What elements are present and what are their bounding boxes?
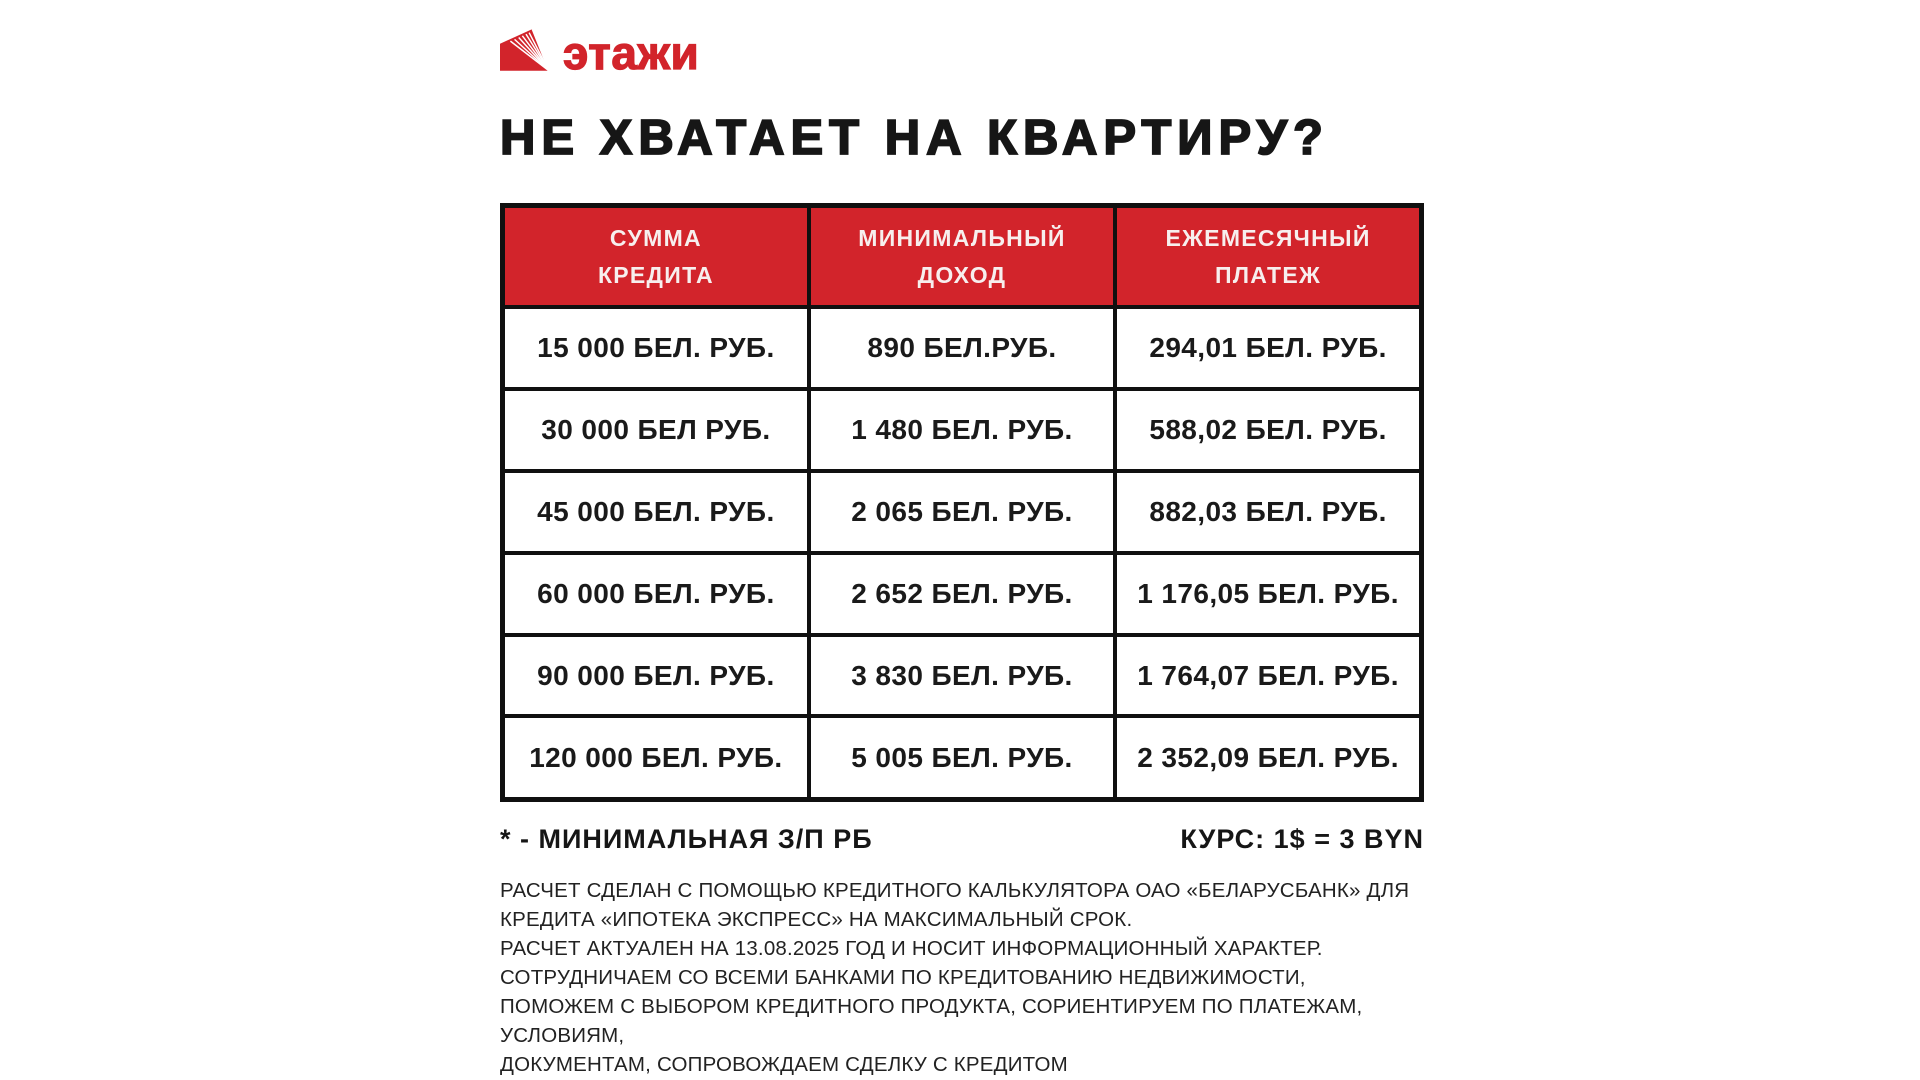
cell-monthly-payment: 1 176,05 БЕЛ. РУБ. <box>1115 553 1421 635</box>
disclaimer-line: РАСЧЕТ АКТУАЛЕН НА 13.08.2025 ГОД И НОСИТ ИНФОРМАЦИОННЫЙ ХАРАКТЕР. <box>500 937 1323 960</box>
cell-min-income: 2 652 БЕЛ. РУБ. <box>809 553 1115 635</box>
column-header-min-income <box>809 206 1115 308</box>
header-line: КРЕДИТА <box>597 261 714 288</box>
cell-credit-sum: 15 000 БЕЛ. РУБ. <box>503 307 809 389</box>
cell-monthly-payment: 294,01 БЕЛ. РУБ. <box>1115 307 1421 389</box>
header-line: ЕЖЕМЕСЯЧНЫЙ <box>1165 224 1371 251</box>
page-title: НЕ ХВАТАЕТ НА КВАРТИРУ? <box>500 111 1329 165</box>
footnotes-row <box>500 824 1424 855</box>
brand-name: этажи <box>563 27 700 79</box>
table-row <box>503 307 1422 389</box>
table-row <box>503 471 1422 553</box>
table-row <box>503 635 1422 717</box>
cell-min-income: 1 480 БЕЛ. РУБ. <box>809 389 1115 471</box>
cell-credit-sum: 90 000 БЕЛ. РУБ. <box>503 635 809 717</box>
disclaimer-line: РАСЧЕТ СДЕЛАН С ПОМОЩЬЮ КРЕДИТНОГО КАЛЬКУЛЯТОРА ОАО «БЕЛАРУСБАНК» ДЛЯ <box>500 879 1410 902</box>
header-line: СУММА <box>609 224 702 251</box>
credit-table-wrapper <box>500 203 1424 802</box>
header-line: ПЛАТЕЖ <box>1215 261 1322 288</box>
column-header-monthly-payment <box>1115 206 1421 308</box>
header-line: ДОХОД <box>917 261 1007 288</box>
table-row <box>503 716 1422 799</box>
disclaimer-text <box>500 876 1460 1079</box>
cell-monthly-payment: 882,03 БЕЛ. РУБ. <box>1115 471 1421 553</box>
header-line: МИНИМАЛЬНЫЙ <box>858 224 1066 251</box>
cell-min-income: 5 005 БЕЛ. РУБ. <box>809 716 1115 799</box>
cell-min-income: 890 БЕЛ.РУБ. <box>809 307 1115 389</box>
cell-credit-sum: 60 000 БЕЛ. РУБ. <box>503 553 809 635</box>
etazhi-house-icon <box>500 28 552 74</box>
brand-logo <box>500 26 700 79</box>
table-header-row <box>503 206 1422 308</box>
cell-monthly-payment: 1 764,07 БЕЛ. РУБ. <box>1115 635 1421 717</box>
cell-min-income: 3 830 БЕЛ. РУБ. <box>809 635 1115 717</box>
disclaimer-line: УСЛОВИЯМ, <box>500 1024 625 1047</box>
footnote-min-salary: * - МИНИМАЛЬНАЯ З/П РБ <box>500 824 873 854</box>
table-row <box>503 553 1422 635</box>
cell-credit-sum: 30 000 БЕЛ РУБ. <box>503 389 809 471</box>
table-row <box>503 389 1422 471</box>
credit-table <box>500 203 1424 802</box>
cell-min-income: 2 065 БЕЛ. РУБ. <box>809 471 1115 553</box>
disclaimer-line: КРЕДИТА «ИПОТЕКА ЭКСПРЕСС» НА МАКСИМАЛЬНЫЙ СРОК. <box>500 908 1133 931</box>
cell-monthly-payment: 2 352,09 БЕЛ. РУБ. <box>1115 716 1421 799</box>
disclaimer-line: ПОМОЖЕМ С ВЫБОРОМ КРЕДИТНОГО ПРОДУКТА, СОРИЕНТИРУЕМ ПО ПЛАТЕЖАМ, <box>500 995 1363 1018</box>
column-header-credit-sum <box>503 206 809 308</box>
cell-credit-sum: 45 000 БЕЛ. РУБ. <box>503 471 809 553</box>
disclaimer-line: ДОКУМЕНТАМ, СОПРОВОЖДАЕМ СДЕЛКУ С КРЕДИТОМ <box>500 1053 1068 1076</box>
cell-monthly-payment: 588,02 БЕЛ. РУБ. <box>1115 389 1421 471</box>
disclaimer-line: СОТРУДНИЧАЕМ СО ВСЕМИ БАНКАМИ ПО КРЕДИТОВАНИЮ НЕДВИЖИМОСТИ, <box>500 966 1306 989</box>
cell-credit-sum: 120 000 БЕЛ. РУБ. <box>503 716 809 799</box>
footnote-exchange-rate: КУРС: 1$ = 3 BYN <box>1180 824 1424 854</box>
